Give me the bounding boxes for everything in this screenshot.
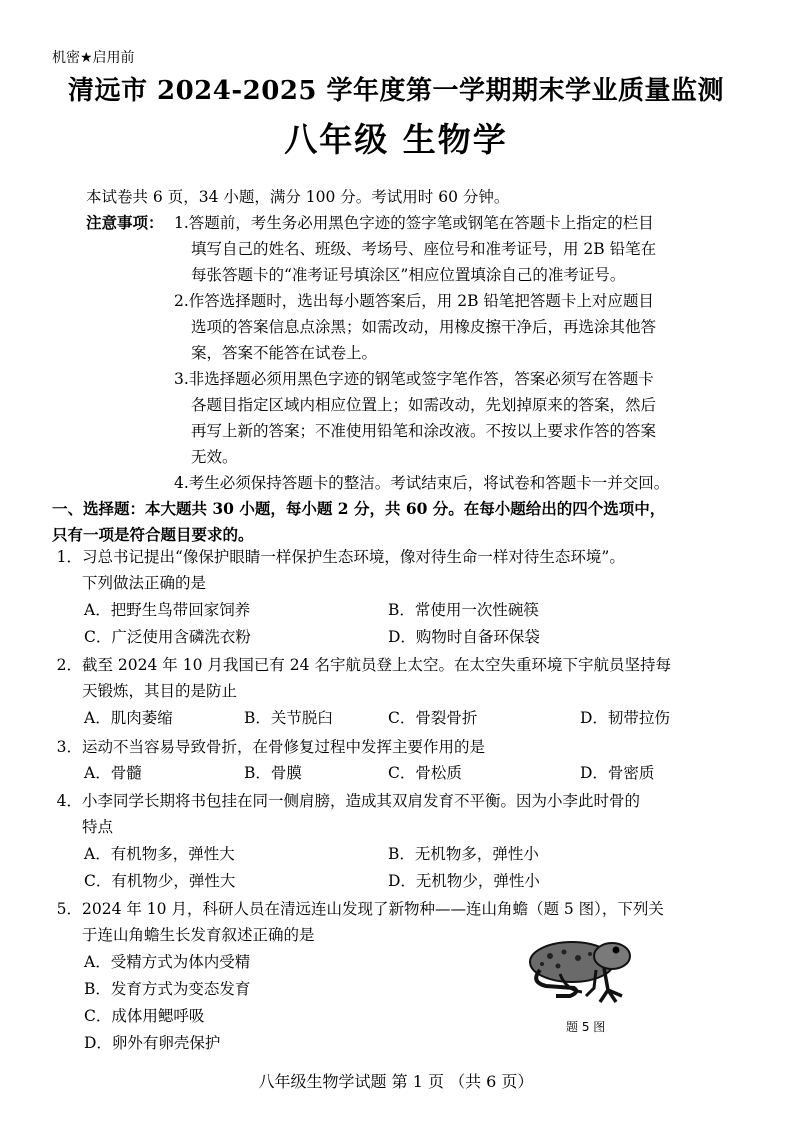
question-stem: 截至 2024 年 10 月我国已有 24 名宇航员登上太空。在太空失重环境下宇航员坚持每 — [82, 656, 671, 674]
intro-text: 本试卷共 6 页，34 小题，满分 100 分。考试用时 60 分钟。 — [86, 188, 510, 206]
option: C．广泛使用含磷洗衣粉 — [84, 628, 251, 646]
notice-line: 4.考生必须保持答题卡的整洁。考试结束后，将试卷和答题卡一并交回。 — [174, 474, 670, 492]
notice-block — [174, 210, 669, 496]
notice-line: 1.答题前，考生务必用黑色字迹的签字笔或钢笔在答题卡上指定的栏目 — [174, 214, 654, 232]
page-footer: 八年级生物学试题 第 1 页 （共 6 页） — [258, 1072, 534, 1091]
question-number: 2． — [56, 656, 82, 674]
notice-line: 每张答题卡的“准考证号填涂区”相应位置填涂自己的准考证号。 — [191, 266, 626, 284]
option: A．受精方式为体内受精 — [84, 953, 251, 971]
section-heading-line: 一、选择题：本大题共 30 小题，每小题 2 分，共 60 分。在每小题给出的四个选项中， — [52, 499, 666, 518]
figure-caption: 题 5 图 — [566, 1020, 606, 1034]
section-heading-line: 只有一项是符合题目要求的。 — [52, 525, 254, 544]
notice-line: 3.非选择题必须用黑色字迹的钢笔或签字笔作答，答案必须写在答题卡 — [174, 370, 654, 388]
notice-line: 各题目指定区域内相应位置上；如需改动，先划掉原来的答案，然后 — [191, 396, 657, 414]
toad-illustration — [520, 930, 640, 1010]
notice-line: 选项的答案信息点涂黑；如需改动，用橡皮擦干净后，再选涂其他答 — [191, 318, 657, 336]
notice-line: 再写上新的答案；不准使用铅笔和涂改液。不按以上要求作答的答案 — [191, 422, 657, 440]
question-1 — [52, 544, 625, 596]
secret-mark: 机密★启用前 — [52, 50, 135, 66]
question-number: 4． — [56, 792, 82, 810]
option: A．骨髓 — [84, 764, 142, 782]
question-stem: 运动不当容易导致骨折，在骨修复过程中发挥主要作用的是 — [82, 738, 486, 756]
option: B．常使用一次性碗筷 — [388, 601, 539, 619]
question-stem: 下列做法正确的是 — [82, 574, 207, 592]
notice-line: 案，答案不能答在试卷上。 — [191, 344, 378, 362]
option: A．把野生鸟带回家饲养 — [84, 601, 251, 619]
question-stem: 习总书记提出“像保护眼睛一样保护生态环境，像对待生命一样对待生态环境”。 — [82, 548, 625, 566]
option: D．韧带拉伤 — [580, 709, 670, 727]
notice-line: 填写自己的姓名、班级、考场号、座位号和准考证号，用 2B 铅笔在 — [191, 240, 657, 258]
notice-line: 无效。 — [191, 448, 238, 466]
option: D．骨密质 — [580, 764, 655, 782]
question-number: 1． — [56, 548, 82, 566]
option: D．购物时自备环保袋 — [388, 628, 540, 646]
option: C．骨裂骨折 — [388, 709, 478, 727]
question-stem: 天锻炼，其目的是防止 — [82, 682, 238, 700]
section-heading — [52, 496, 665, 548]
option: B．关节脱臼 — [244, 709, 333, 727]
page-title: 清远市 2024-2025 学年度第一学期期末学业质量监测 — [67, 76, 725, 106]
notice-line: 2.作答选择题时，选出每小题答案后，用 2B 铅笔把答题卡上对应题目 — [174, 292, 654, 310]
option: A．有机物多，弹性大 — [84, 845, 235, 863]
question-number: 5． — [56, 900, 82, 918]
option: B．骨膜 — [244, 764, 302, 782]
question-stem: 特点 — [82, 818, 114, 836]
option: D．卵外有卵壳保护 — [84, 1034, 221, 1052]
question-2 — [52, 652, 671, 704]
option: C．有机物少，弹性大 — [84, 872, 236, 890]
option: B．发育方式为变态发育 — [84, 980, 251, 998]
question-number: 3． — [56, 738, 82, 756]
question-3 — [52, 734, 485, 760]
option: B．无机物多，弹性小 — [388, 845, 539, 863]
notice-label: 注意事项： — [86, 213, 164, 232]
option: C．成体用鳃呼吸 — [84, 1007, 205, 1025]
question-stem: 2024 年 10 月，科研人员在清远连山发现了新物种——连山角蟾（题 5 图），下列关 — [82, 900, 664, 918]
question-stem: 小李同学长期将书包挂在同一侧肩膀，造成其双肩发育不平衡。因为小李此时骨的 — [82, 792, 641, 810]
page-subtitle: 八年级 生物学 — [284, 120, 508, 159]
option: A．肌肉萎缩 — [84, 709, 173, 727]
question-stem: 于连山角蟾生长发育叙述正确的是 — [82, 926, 315, 944]
option: D．无机物少，弹性小 — [388, 872, 540, 890]
option: C．骨松质 — [388, 764, 462, 782]
question-4 — [52, 788, 640, 840]
